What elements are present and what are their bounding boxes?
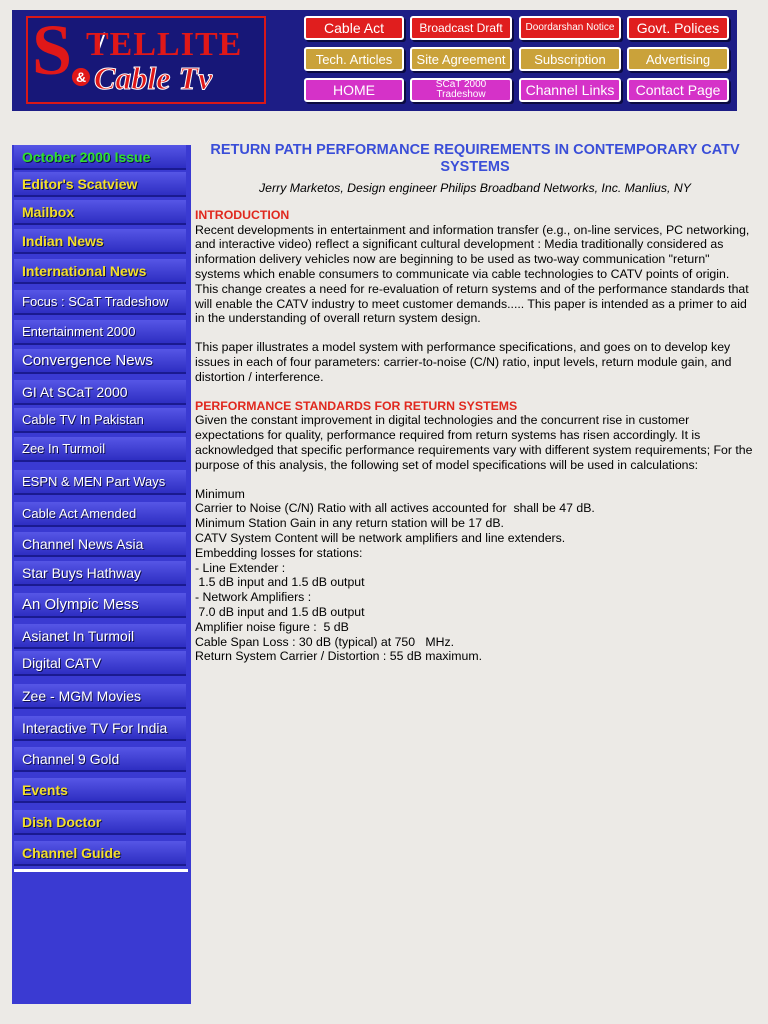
- nav-home[interactable]: HOME: [304, 78, 404, 102]
- sidebar-item-zee-mgm[interactable]: Zee - MGM Movies: [14, 684, 186, 709]
- article-author: Jerry Marketos, Design engineer Philips Broadband Networks, Inc. Manlius, NY: [259, 181, 691, 195]
- spec-line: Minimum: [195, 486, 245, 501]
- sidebar-item-gi-at-scat[interactable]: GI At SCaT 2000: [14, 380, 186, 405]
- logo-ampersand: &: [72, 68, 90, 86]
- sidebar-item-convergence-news[interactable]: Convergence News: [14, 349, 186, 374]
- section-heading-introduction: INTRODUCTION: [195, 207, 290, 222]
- spec-line: Cable Span Loss : 30 dB (typical) at 750 MHz.: [195, 634, 455, 649]
- intro-paragraph-2: This paper illustrates a model system with performance specifications, and goes on to develop key issues in each of four parameters: carrier-to-noise (C/N) ratio, input levels, return module gain, and distortion / interference.: [195, 340, 732, 384]
- sidebar-item-olympic-mess[interactable]: An Olympic Mess: [14, 593, 186, 618]
- nav-cable-act[interactable]: Cable Act: [304, 16, 404, 40]
- spec-line: Return System Carrier / Distortion : 55 dB maximum.: [195, 649, 483, 664]
- sidebar-item-interactive-tv[interactable]: Interactive TV For India: [14, 716, 186, 741]
- sidebar-item-cable-act-amended[interactable]: Cable Act Amended: [14, 502, 186, 527]
- article: [195, 142, 755, 664]
- spec-line: 1.5 dB input and 1.5 dB output: [195, 575, 365, 590]
- spec-line: Minimum Station Gain in any return station will be 17 dB.: [195, 516, 504, 531]
- sidebar-item-zee-turmoil[interactable]: Zee In Turmoil: [14, 437, 186, 462]
- sidebar-item-cable-tv-pakistan[interactable]: Cable TV In Pakistan: [14, 408, 186, 433]
- nav-doordarshan-notice[interactable]: Doordarshan Notice: [519, 16, 621, 40]
- sidebar-item-indian-news[interactable]: Indian News: [14, 229, 186, 254]
- sidebar-item-espn-men[interactable]: ESPN & MEN Part Ways: [14, 470, 186, 495]
- spec-line: Embedding losses for stations:: [195, 545, 363, 560]
- sidebar-item-channel-news-asia[interactable]: Channel News Asia: [14, 532, 186, 557]
- spec-line: Amplifier noise figure : 5 dB: [195, 619, 349, 634]
- spec-list: [195, 487, 755, 665]
- sidebar-item-star-buys-hathway[interactable]: Star Buys Hathway: [14, 561, 186, 586]
- sidebar-item-editors-scatview[interactable]: Editor's Scatview: [14, 172, 186, 197]
- site-header: [12, 10, 737, 111]
- intro-paragraph-1: Recent developments in entertainment and information transfer (e.g., on-line services, PC networking, and interactive video) reflect a significant cultural development : Media traditionally considered as information delivery vehicles now are beginning to be used as two-way communication "return" systems which enable consumers to communicate via cable technologies to CATV points of origin. This change creates a need for re-evaluation of return systems and of the performance standards that will enable the CATV industry to meet customer demands..... This paper is intended as a primer to aid in the understanding of overall return system design.: [195, 222, 750, 326]
- sidebar-item-entertainment[interactable]: Entertainment 2000: [14, 320, 186, 345]
- sidebar-item-october-issue[interactable]: October 2000 Issue: [14, 145, 186, 170]
- article-title: RETURN PATH PERFORMANCE REQUIREMENTS IN CONTEMPORARY CATV SYSTEMS: [210, 142, 740, 175]
- sidebar-item-international-news[interactable]: International News: [14, 259, 186, 284]
- sidebar-item-channel-9-gold[interactable]: Channel 9 Gold: [14, 747, 186, 772]
- nav-tech-articles[interactable]: Tech. Articles: [304, 47, 404, 71]
- section-heading-performance: PERFORMANCE STANDARDS FOR RETURN SYSTEMS: [195, 398, 518, 413]
- nav-broadcast-draft[interactable]: Broadcast Draft: [410, 16, 512, 40]
- logo-big-s: S: [32, 10, 73, 90]
- nav-advertising[interactable]: Advertising: [627, 47, 729, 71]
- sidebar-item-asianet-turmoil[interactable]: Asianet In Turmoil: [14, 624, 186, 649]
- sidebar-item-digital-catv[interactable]: Digital CATV: [14, 651, 186, 676]
- nav-subscription[interactable]: Subscription: [519, 47, 621, 71]
- spec-line: 7.0 dB input and 1.5 dB output: [195, 604, 365, 619]
- sidebar-item-channel-guide[interactable]: Channel Guide: [14, 841, 186, 866]
- logo-script: Cable Tv: [94, 60, 213, 96]
- nav-site-agreement[interactable]: Site Agreement: [410, 47, 512, 71]
- spec-line: Carrier to Noise (C/N) Ratio with all actives accounted for shall be 47 dB.: [195, 501, 595, 516]
- site-logo[interactable]: [26, 10, 266, 104]
- sidebar-item-focus-scat[interactable]: Focus : SCaT Tradeshow: [14, 290, 186, 315]
- performance-paragraph: Given the constant improvement in digital technologies and the concurrent rise in customer expectations for quality, performance required from return systems has risen accordingly. It is acknowledged that specific performance requirements vary with different system requirements; For the purpose of this analysis, the following set of model specifications will be used in calculations:: [195, 413, 753, 472]
- sidebar-item-events[interactable]: Events: [14, 778, 186, 803]
- sidebar-nav: [12, 145, 191, 1004]
- sidebar-divider: [14, 869, 188, 872]
- spec-line: - Network Amplifiers :: [195, 590, 312, 605]
- spec-line: CATV System Content will be network amplifiers and line extenders.: [195, 530, 566, 545]
- sidebar-item-mailbox[interactable]: Mailbox: [14, 200, 186, 225]
- spec-line: - Line Extender :: [195, 560, 286, 575]
- nav-govt-polices[interactable]: Govt. Polices: [627, 16, 729, 40]
- nav-channel-links[interactable]: Channel Links: [519, 78, 621, 102]
- nav-scat-tradeshow[interactable]: SCaT 2000 Tradeshow: [410, 78, 512, 102]
- nav-contact-page[interactable]: Contact Page: [627, 78, 729, 102]
- logo-wordmark: TELLITE: [86, 26, 243, 63]
- sidebar-item-dish-doctor[interactable]: Dish Doctor: [14, 810, 186, 835]
